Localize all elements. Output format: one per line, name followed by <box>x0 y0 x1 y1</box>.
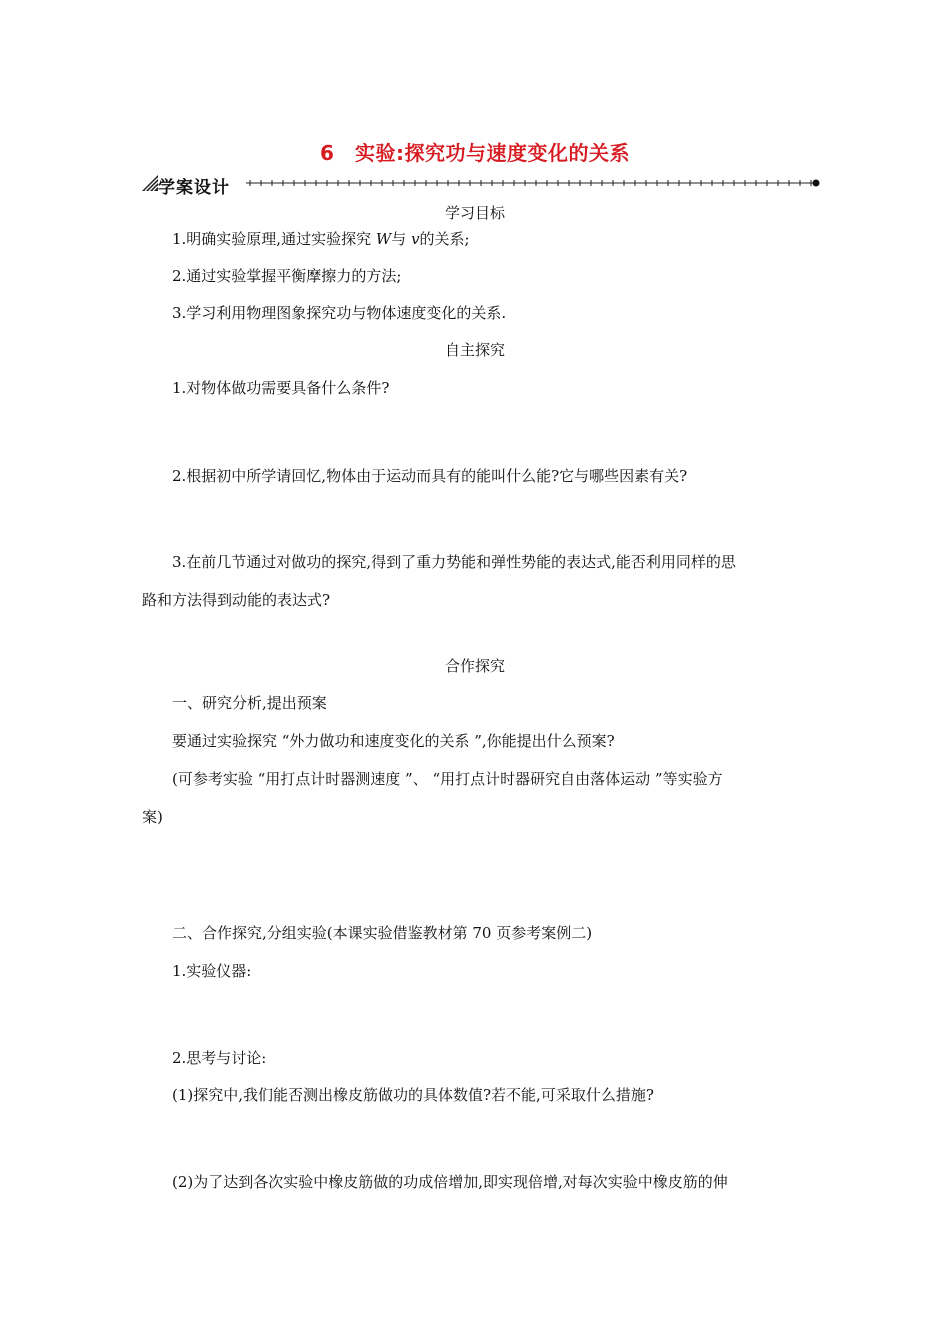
instruments-item: 1.实验仪器: <box>172 962 252 980</box>
coop-part1-note-line2: 案) <box>142 808 163 826</box>
self-question-1: 1.对物体做功需要具备什么条件? <box>172 379 390 397</box>
pen-stripes-icon <box>142 175 158 191</box>
goal-item-3: 3.学习利用物理图象探究功与物体速度变化的关系. <box>172 304 507 322</box>
self-question-2: 2.根据初中所学请回忆,物体由于运动而具有的能叫什么能?它与哪些因素有关? <box>172 467 688 485</box>
discussion-item: 2.思考与讨论: <box>172 1049 267 1067</box>
goals-heading: 学习目标 <box>444 204 505 222</box>
page-title: 6 实验:探究功与速度变化的关系 <box>320 141 630 165</box>
goal-item-1: 1.明确实验原理,通过实验探究 W与 v的关系; <box>172 230 470 248</box>
banner-label: 学案设计 <box>158 178 230 198</box>
discussion-question-1: (1)探究中,我们能否测出橡皮筋做功的具体数值?若不能,可采取什么措施? <box>172 1086 654 1104</box>
discussion-question-2: (2)为了达到各次实验中橡皮筋做的功成倍增加,即实现倍增,对每次实验中橡皮筋的伸 <box>172 1173 728 1191</box>
coop-part1-note-line1: (可参考实验 “用打点计时器测速度 ”、 “用打点计时器研究自由落体运动 ”等实验方 <box>172 770 723 788</box>
self-question-3-line2: 路和方法得到动能的表达式? <box>142 591 331 609</box>
coop-part1-title: 一、研究分析,提出预案 <box>172 694 327 712</box>
dotted-divider <box>246 172 822 196</box>
goal-item-2: 2.通过实验掌握平衡摩擦力的方法; <box>172 267 402 285</box>
self-question-3-line1: 3.在前几节通过对做功的探究,得到了重力势能和弹性势能的表达式,能否利用同样的思 <box>172 553 736 571</box>
self-study-heading: 自主探究 <box>444 341 505 359</box>
coop-heading: 合作探究 <box>444 657 505 675</box>
coop-part1-question: 要通过实验探究 “外力做功和速度变化的关系 ”,你能提出什么预案? <box>172 732 615 750</box>
section-banner <box>142 172 822 196</box>
coop-part2-title: 二、合作探究,分组实验(本课实验借鉴教材第 70 页参考案例二) <box>172 924 593 942</box>
